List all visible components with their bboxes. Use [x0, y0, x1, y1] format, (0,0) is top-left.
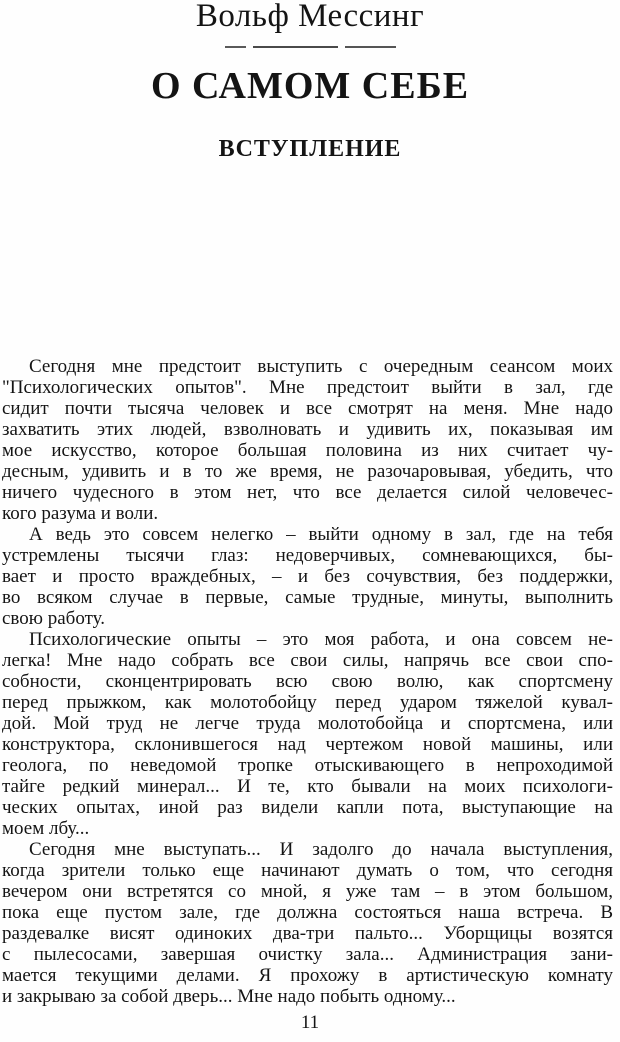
text-line: кого разума и воли.: [2, 503, 159, 524]
paragraph-1: [2, 356, 613, 524]
rule-segment: [345, 46, 396, 48]
text-line: пока еще пустом зале, где должна состояться наша встреча. В: [2, 902, 613, 923]
text-line: "Психологических опытов". Мне предстоит выйти в зал, где: [2, 377, 613, 398]
text-line: собности, сконцентрировать всю свою волю, как спортсмену: [2, 671, 613, 692]
book-title: О САМОМ СЕБЕ: [150, 65, 470, 107]
page-number: 11: [300, 1012, 320, 1033]
text-line: ческих опытах, иной раз видели капли пота, выступающие на: [2, 797, 613, 818]
text-line: перед прыжком, как молотобойцу перед ударом тяжелой кувал-: [2, 692, 613, 713]
text-line: Сегодня мне выступать... И задолго до начала выступления,: [29, 839, 613, 860]
text-line: мается текущими делами. Я прохожу в артистическую комнату: [2, 965, 613, 986]
text-line: дой. Мой труд не легче труда молотобойца и спортсмена, или: [2, 713, 613, 734]
text-line: раздевалке висят одиноких два-три пальто... Уборщицы возятся: [2, 923, 613, 944]
text-line: во всяком случае в первые, самые трудные, минуты, выполнить: [2, 587, 613, 608]
text-line: десным, удивить и в то же время, не разочаровывая, убедить, что: [2, 461, 613, 482]
text-line: конструктора, склонившегося над чертежом новой машины, или: [2, 734, 613, 755]
text-line: Психологические опыты – это моя работа, и она совсем не-: [29, 629, 613, 650]
rule-segment: [253, 46, 338, 48]
text-line: с пылесосами, завершая очистку зала... Администрация зани-: [2, 944, 613, 965]
text-line: тайге редкий минерал... И те, кто бывали на моих психологи-: [2, 776, 613, 797]
text-line: сидит почти тысяча человек и все смотрят на меня. Мне надо: [2, 398, 613, 419]
body-text: [2, 356, 613, 1007]
text-line: вечером они встретятся со мной, я уже там – в этом большом,: [2, 881, 613, 902]
text-line: свою работу.: [2, 608, 105, 629]
paragraph-2: [2, 524, 613, 629]
chapter-title: ВСТУПЛЕНИЕ: [218, 136, 402, 162]
text-line: устремлены тысячи глаз: недоверчивых, сомневающихся, бы-: [2, 545, 613, 566]
text-line: захватить этих людей, взволновать и удивить их, показывая им: [2, 419, 613, 440]
text-line: вает и просто враждебных, – и без сочувствия, без поддержки,: [2, 566, 613, 587]
paragraph-3: [2, 629, 613, 839]
text-line: и закрываю за собой дверь... Мне надо побыть одному...: [2, 986, 456, 1007]
author-title: Вольф Мессинг: [195, 0, 425, 34]
text-line: геолога, по неведомой тропке отыскивающего в непроходимой: [2, 755, 613, 776]
paragraph-4: [2, 839, 613, 1007]
text-line: мое искусство, которое большая половина из них считает чу-: [2, 440, 613, 461]
text-line: когда зрители только еще начинают думать о том, что сегодня: [2, 860, 613, 881]
text-line: А ведь это совсем нелегко – выйти одному в зал, где на тебя: [29, 524, 613, 545]
text-line: ничего чудесного в этом нет, что все делается силой человечес-: [2, 482, 613, 503]
rule-segment: [225, 46, 246, 48]
decorative-rule: [0, 45, 620, 48]
text-line: Сегодня мне предстоит выступить с очередным сеансом моих: [29, 356, 613, 377]
text-line: моем лбу...: [2, 818, 90, 839]
text-line: легка! Мне надо собрать все свои силы, напрячь все свои спо-: [2, 650, 613, 671]
